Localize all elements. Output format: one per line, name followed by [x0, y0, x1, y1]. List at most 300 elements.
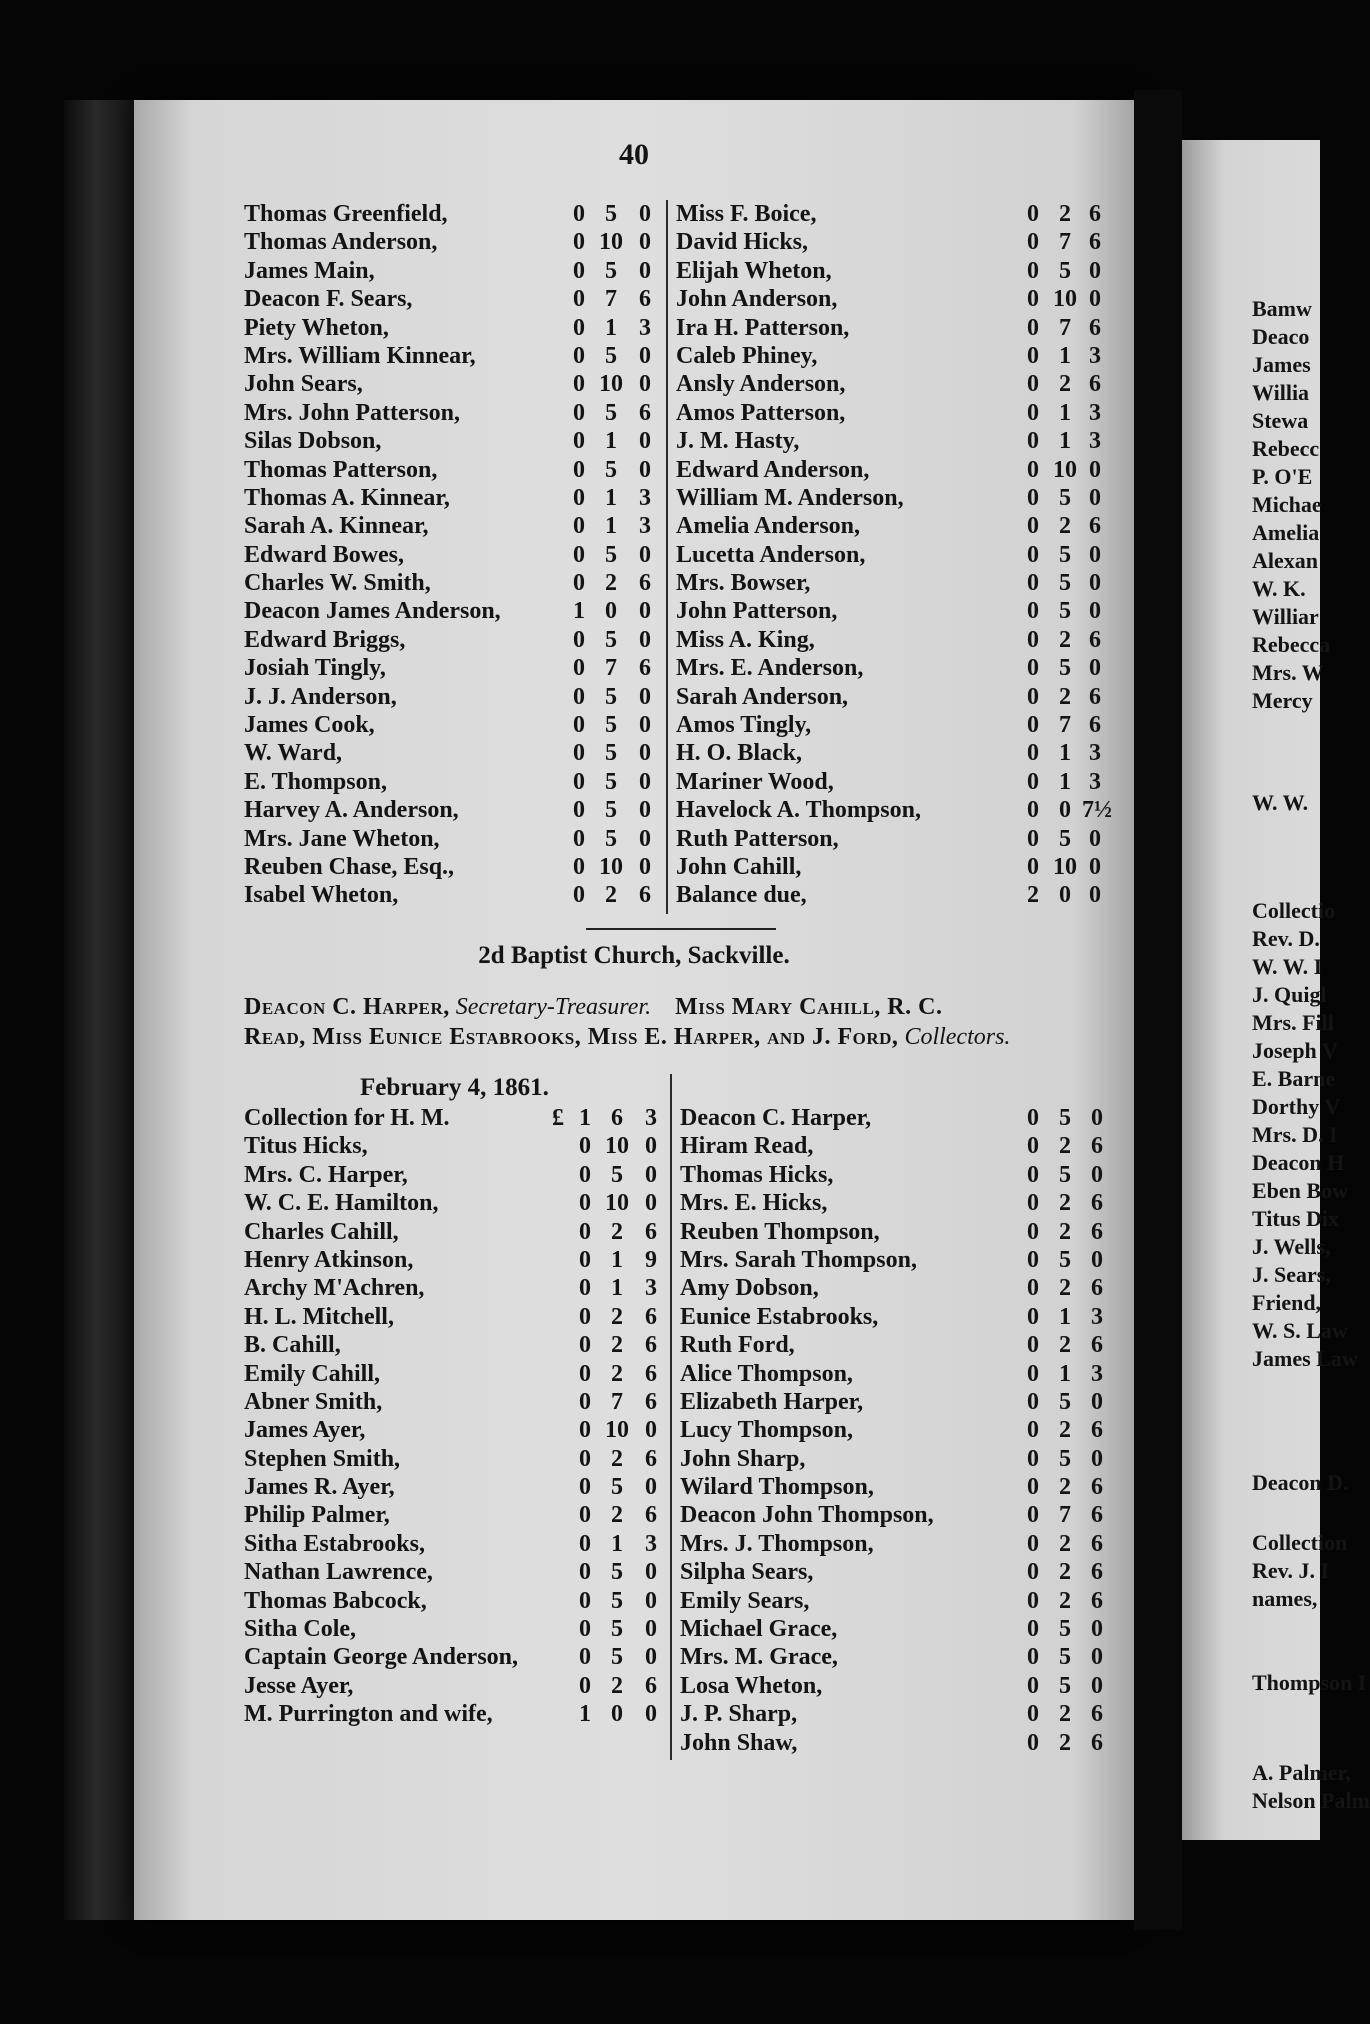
amount-pounds: 0 [1027, 1161, 1039, 1188]
amount-shillings: 5 [605, 740, 617, 767]
amount-shillings: 5 [605, 257, 617, 284]
subscriber-row [244, 597, 664, 625]
amount-pounds: 0 [1027, 1275, 1039, 1302]
subscriber-name: Emily Cahill, [244, 1360, 381, 1387]
subscriber-row [680, 1445, 1103, 1473]
subscriber-row [676, 456, 1101, 484]
amount-pounds: 0 [1027, 1360, 1039, 1387]
subscriber-row [676, 257, 1101, 285]
subscriber-name: Elijah Wheton, [676, 257, 832, 284]
subscriber-name: Mrs. C. Harper, [244, 1161, 408, 1188]
amount-pounds: 0 [1027, 1701, 1039, 1728]
amount-pounds: 0 [579, 1530, 591, 1557]
amount-pounds: 0 [573, 484, 585, 511]
amount-pence: 0 [645, 1474, 657, 1501]
amount-pence: 3 [1089, 768, 1101, 795]
amount-shillings: 2 [1059, 371, 1071, 398]
subscriber-row [676, 512, 1101, 540]
amount-pounds: 0 [1027, 1332, 1039, 1359]
amount-shillings: 1 [1059, 399, 1071, 426]
subscriber-row [676, 342, 1101, 370]
amount-shillings: 1 [611, 1530, 623, 1557]
amount-pence: 6 [1089, 201, 1101, 227]
subscriber-row [680, 1587, 1103, 1615]
collectors-names-2: Read, Miss Eunice Estabrooks, Miss E. Harper, and J. Ford, [244, 1024, 899, 1050]
amount-pounds: 0 [1027, 1559, 1039, 1586]
amount-pounds: 0 [579, 1672, 591, 1699]
subscriber-row [680, 1331, 1103, 1359]
subscriber-name: B. Cahill, [244, 1332, 341, 1359]
facing-page-text: Titus Dix [1252, 1206, 1340, 1231]
amount-pounds: 0 [1027, 825, 1039, 852]
amount-shillings: 2 [1059, 1275, 1071, 1302]
subscriber-row [676, 427, 1101, 455]
amount-pence: 0 [639, 456, 651, 483]
amount-pounds: 0 [573, 371, 585, 398]
facing-page-text: Amelia [1252, 520, 1320, 545]
amount-pounds: 0 [1027, 1474, 1039, 1501]
subscriber-name: Amy Dobson, [680, 1275, 819, 1302]
amount-pence: 6 [1091, 1275, 1103, 1302]
amount-shillings: 5 [1059, 1644, 1071, 1671]
subscriber-name: Emily Sears, [680, 1587, 810, 1614]
subscriber-row [680, 1218, 1103, 1246]
amount-pounds: 0 [579, 1332, 591, 1359]
subscriber-row [244, 1388, 668, 1416]
facing-page-text: Joseph V [1252, 1038, 1338, 1063]
amount-pence: 0 [1091, 1445, 1103, 1472]
amount-pence: 0 [1089, 882, 1101, 909]
amount-pence: 0 [639, 797, 651, 824]
subscriber-row [676, 768, 1101, 796]
amount-pence: 0 [1091, 1644, 1103, 1671]
officers-line-1 [244, 994, 1104, 1021]
amount-pounds: 0 [1027, 1388, 1039, 1415]
subscriber-name: Sitha Estabrooks, [244, 1530, 425, 1557]
subscriber-name: John Shaw, [680, 1729, 798, 1756]
facing-page-text: J. Wells, [1252, 1234, 1331, 1259]
subscriber-name: Michael Grace, [680, 1616, 838, 1643]
amount-pounds: 0 [1027, 1190, 1039, 1217]
amount-shillings: 5 [605, 797, 617, 824]
amount-shillings: 2 [605, 882, 617, 909]
facing-page-text: Eben Bow [1252, 1178, 1348, 1203]
subscriber-name: Alice Thompson, [680, 1360, 853, 1387]
secretary-title: Secretary-Treasurer. [455, 994, 652, 1020]
subscriber-row [680, 1615, 1103, 1643]
facing-page-text: J. Quigl [1252, 982, 1327, 1007]
subscriber-name: Losa Wheton, [680, 1672, 823, 1699]
subscriber-name: John Patterson, [676, 598, 838, 625]
subscriber-row [676, 484, 1101, 512]
amount-shillings: 10 [599, 229, 623, 256]
amount-pounds: 0 [1027, 712, 1039, 739]
amount-pence: 6 [1091, 1559, 1103, 1586]
subscriber-row [676, 314, 1101, 342]
amount-pounds: 0 [579, 1360, 591, 1387]
amount-shillings: 1 [605, 314, 617, 341]
amount-pounds: 2 [1027, 882, 1039, 909]
subscriber-row [680, 1360, 1103, 1388]
facing-page-text: Collectio [1252, 898, 1336, 923]
subscriber-row [680, 1416, 1103, 1444]
facing-page-text: P. O'E [1252, 464, 1313, 489]
amount-shillings: 2 [611, 1218, 623, 1245]
subscriber-name: Eunice Estabrooks, [680, 1303, 879, 1330]
facing-page-text: Rebecca [1252, 632, 1331, 657]
subscriber-name: Reuben Thompson, [680, 1218, 880, 1245]
book-spine [64, 100, 134, 1920]
facing-page [1182, 140, 1370, 1840]
amount-pence: 0 [1089, 484, 1101, 511]
subscriber-name: Wilard Thompson, [680, 1474, 874, 1501]
subscriber-row [244, 512, 664, 540]
subscriber-row [244, 541, 664, 569]
amount-pounds: 0 [573, 286, 585, 313]
amount-pounds: 0 [579, 1474, 591, 1501]
amount-pounds: 0 [573, 428, 585, 455]
subscriber-row [244, 1501, 668, 1529]
amount-pence: 0 [639, 428, 651, 455]
lower-left-column [244, 1104, 668, 1729]
amount-pounds: 0 [573, 683, 585, 710]
amount-pounds: 0 [1027, 229, 1039, 256]
amount-pounds: 0 [1027, 1218, 1039, 1245]
amount-shillings: 5 [605, 683, 617, 710]
amount-shillings: 5 [1059, 257, 1071, 284]
subscriber-name: J. J. Anderson, [244, 683, 397, 710]
amount-pounds: 0 [1027, 257, 1039, 284]
amount-shillings: 1 [1059, 1303, 1071, 1330]
subscriber-name: H. O. Black, [676, 740, 803, 767]
subscriber-name: Lucetta Anderson, [676, 541, 866, 568]
amount-pence: 6 [1091, 1729, 1103, 1756]
amount-shillings: 5 [611, 1644, 623, 1671]
collection-date: February 4, 1861. [360, 1074, 549, 1101]
amount-shillings: 5 [1059, 655, 1071, 682]
amount-pounds: 0 [1027, 1502, 1039, 1529]
amount-pence: 6 [1091, 1530, 1103, 1557]
amount-shillings: 2 [1059, 1133, 1071, 1160]
amount-shillings: 5 [611, 1559, 623, 1586]
subscriber-name: James Main, [244, 257, 375, 284]
amount-pence: 0 [645, 1417, 657, 1444]
amount-pounds: 0 [1027, 1105, 1039, 1131]
amount-pence: 0 [639, 201, 651, 227]
amount-pounds: 0 [573, 541, 585, 568]
amount-shillings: 2 [1059, 201, 1071, 227]
facing-page-text: E. Barne [1252, 1066, 1336, 1091]
amount-pence: 0 [1089, 570, 1101, 597]
facing-page-text: Mrs. D. I [1252, 1122, 1338, 1147]
subscriber-name: Ruth Ford, [680, 1332, 795, 1359]
subscriber-name: Thomas Patterson, [244, 456, 438, 483]
amount-shillings: 2 [1059, 513, 1071, 540]
subscriber-name: Piety Wheton, [244, 314, 389, 341]
subscriber-row [244, 314, 664, 342]
subscriber-name: Mrs. E. Hicks, [680, 1190, 828, 1217]
subscriber-name: Mrs. M. Grace, [680, 1644, 838, 1671]
amount-pence: 3 [1091, 1360, 1103, 1387]
subscriber-row [244, 1473, 668, 1501]
facing-page-text: Rev. J. I [1252, 1558, 1329, 1583]
amount-pence: 6 [1089, 626, 1101, 653]
amount-shillings: 5 [1059, 598, 1071, 625]
subscriber-name: John Anderson, [676, 286, 838, 313]
amount-shillings: 1 [1059, 342, 1071, 369]
amount-shillings: 2 [611, 1332, 623, 1359]
subscriber-row [244, 853, 664, 881]
subscriber-row [244, 370, 664, 398]
amount-pounds: 0 [1027, 1644, 1039, 1671]
subscriber-row [676, 853, 1101, 881]
facing-page-text: W. S. Law [1252, 1318, 1348, 1343]
subscriber-name: Thomas Greenfield, [244, 201, 448, 227]
amount-shillings: 0 [605, 598, 617, 625]
amount-pence: 3 [639, 513, 651, 540]
amount-shillings: 5 [605, 541, 617, 568]
amount-shillings: 10 [599, 371, 623, 398]
amount-shillings: 5 [1059, 1388, 1071, 1415]
amount-pounds: 0 [1027, 342, 1039, 369]
facing-page-text: Rev. D. [1252, 926, 1320, 951]
subscriber-name: W. Ward, [244, 740, 343, 767]
amount-shillings: 1 [605, 484, 617, 511]
amount-pence: 0 [645, 1190, 657, 1217]
subscriber-row [244, 228, 664, 256]
amount-shillings: 5 [1059, 1672, 1071, 1699]
amount-pence: 0 [645, 1701, 657, 1728]
subscriber-name: Silpha Sears, [680, 1559, 814, 1586]
subscriber-name: Charles Cahill, [244, 1218, 399, 1245]
subscriber-name: Thomas Hicks, [680, 1161, 834, 1188]
subscriber-row [680, 1161, 1103, 1189]
subscriber-name: Miss F. Boice, [676, 201, 817, 227]
subscriber-row [244, 1246, 668, 1274]
page-number: 40 [619, 138, 649, 171]
amount-shillings: 5 [1059, 484, 1071, 511]
amount-pence: 0 [639, 257, 651, 284]
amount-shillings: 5 [605, 201, 617, 227]
amount-pence: 0 [1089, 541, 1101, 568]
page-40 [134, 100, 1134, 1920]
amount-pounds: 1 [579, 1105, 591, 1131]
facing-page-text: names, [1252, 1586, 1318, 1611]
amount-shillings: 0 [611, 1701, 623, 1728]
amount-pence: 3 [639, 314, 651, 341]
amount-pounds: 0 [579, 1587, 591, 1614]
amount-pounds: 0 [573, 825, 585, 852]
amount-shillings: 10 [1053, 853, 1077, 880]
subscriber-row [676, 569, 1101, 597]
amount-pence: 0 [1091, 1246, 1103, 1273]
amount-pounds: 0 [1027, 456, 1039, 483]
subscriber-name: J. M. Hasty, [676, 428, 800, 455]
amount-pence: 6 [639, 399, 651, 426]
facing-page-text: Mercy [1252, 688, 1313, 713]
amount-pounds: 0 [1027, 484, 1039, 511]
subscriber-row [244, 285, 664, 313]
subscriber-name: Henry Atkinson, [244, 1246, 414, 1273]
subscriber-row [676, 654, 1101, 682]
amount-pounds: 0 [573, 513, 585, 540]
subscriber-row [680, 1558, 1103, 1586]
subscriber-row [244, 739, 664, 767]
amount-pence: 0 [1091, 1616, 1103, 1643]
subscriber-name: Isabel Wheton, [244, 882, 399, 909]
amount-pence: 3 [645, 1275, 657, 1302]
amount-pounds: 0 [579, 1388, 591, 1415]
facing-page-text: Alexan [1252, 548, 1318, 573]
subscriber-row [680, 1189, 1103, 1217]
amount-pounds: 1 [579, 1701, 591, 1728]
amount-pence: 6 [1089, 371, 1101, 398]
amount-pence: 6 [645, 1388, 657, 1415]
amount-pounds: 0 [1027, 201, 1039, 227]
subscriber-row [244, 569, 664, 597]
amount-pence: 3 [1089, 740, 1101, 767]
amount-shillings: 2 [1059, 1474, 1071, 1501]
amount-pounds: 0 [579, 1502, 591, 1529]
subscriber-row [244, 1445, 668, 1473]
subscriber-name: John Sharp, [680, 1445, 806, 1472]
subscriber-name: Mrs. J. Thompson, [680, 1530, 874, 1557]
amount-pounds: 0 [579, 1303, 591, 1330]
subscriber-name: Archy M'Achren, [244, 1275, 425, 1302]
facing-page-text: Thompson I [1252, 1670, 1367, 1695]
amount-pounds: 0 [1027, 1530, 1039, 1557]
subscriber-name: Havelock A. Thompson, [676, 797, 921, 824]
subscriber-row [680, 1643, 1103, 1671]
subscriber-name: James Cook, [244, 712, 375, 739]
amount-pounds: 0 [1027, 1445, 1039, 1472]
subscriber-name: John Sears, [244, 371, 363, 398]
amount-pence: 3 [1089, 342, 1101, 369]
amount-pence: 0 [639, 768, 651, 795]
amount-pounds: 0 [579, 1246, 591, 1273]
amount-shillings: 2 [1059, 1332, 1071, 1359]
subscriber-row [244, 1587, 668, 1615]
amount-pounds: 0 [579, 1417, 591, 1444]
amount-shillings: 5 [1059, 1616, 1071, 1643]
amount-shillings: 5 [611, 1587, 623, 1614]
amount-pence: 0 [639, 740, 651, 767]
facing-page-text: Mrs. Fill [1252, 1010, 1334, 1035]
amount-pence: 6 [1089, 314, 1101, 341]
amount-pence: 6 [645, 1218, 657, 1245]
amount-shillings: 5 [605, 626, 617, 653]
subscriber-row [244, 881, 664, 909]
amount-shillings: 10 [605, 1133, 629, 1160]
facing-page-text: W. W. [1252, 790, 1309, 815]
facing-page-text: Collection [1252, 1530, 1348, 1555]
amount-pence: 0 [639, 712, 651, 739]
amount-pence: 3 [1091, 1303, 1103, 1330]
subscriber-row [244, 796, 664, 824]
amount-pence: 0 [1089, 853, 1101, 880]
amount-pounds: 0 [1027, 1417, 1039, 1444]
amount-shillings: 2 [611, 1672, 623, 1699]
amount-shillings: 1 [1059, 428, 1071, 455]
facing-page-text: Williar [1252, 604, 1319, 629]
amount-shillings: 5 [605, 456, 617, 483]
amount-shillings: 2 [1059, 1530, 1071, 1557]
amount-pence: 6 [1091, 1474, 1103, 1501]
amount-shillings: 2 [1059, 1559, 1071, 1586]
amount-pence: 0 [645, 1644, 657, 1671]
facing-page-text: James [1252, 352, 1311, 377]
amount-pounds: 0 [1027, 541, 1039, 568]
facing-page-text: Bamw [1252, 296, 1312, 321]
amount-shillings: 10 [1053, 286, 1077, 313]
subscriber-name: Philip Palmer, [244, 1502, 390, 1529]
lower-right-column [680, 1104, 1103, 1757]
facing-page-text: Deaco [1252, 324, 1310, 349]
amount-shillings: 7 [1059, 229, 1071, 256]
amount-pence: 3 [639, 484, 651, 511]
pound-sign: £ [552, 1105, 564, 1131]
amount-shillings: 5 [605, 342, 617, 369]
amount-shillings: 5 [1059, 1105, 1071, 1131]
amount-pounds: 0 [573, 768, 585, 795]
subscriber-row [680, 1700, 1103, 1728]
subscriber-row [676, 796, 1112, 824]
subscriber-name: Mrs. E. Anderson, [676, 655, 864, 682]
amount-pounds: 1 [573, 598, 585, 625]
subscriber-row [244, 399, 664, 427]
collectors-title: Collectors. [904, 1024, 1011, 1050]
amount-pence: 6 [1089, 683, 1101, 710]
facing-page-text: Stewa [1252, 408, 1309, 433]
amount-shillings: 2 [611, 1502, 623, 1529]
subscriber-name: Abner Smith, [244, 1388, 383, 1415]
amount-pence: 6 [645, 1672, 657, 1699]
subscriber-name: Amelia Anderson, [676, 513, 861, 540]
subscriber-row [244, 1672, 668, 1700]
amount-pence: 0 [639, 229, 651, 256]
subscriber-row [680, 1388, 1103, 1416]
amount-shillings: 5 [1059, 541, 1071, 568]
subscriber-row [244, 342, 664, 370]
amount-pence: 0 [1089, 456, 1101, 483]
subscriber-row [244, 1700, 668, 1728]
amount-pence: 6 [1089, 513, 1101, 540]
amount-pounds: 0 [573, 342, 585, 369]
subscriber-row [676, 597, 1101, 625]
amount-pounds: 0 [573, 456, 585, 483]
subscriber-name: John Cahill, [676, 853, 802, 880]
subscriber-name: W. C. E. Hamilton, [244, 1190, 439, 1217]
subscriber-name: Stephen Smith, [244, 1445, 401, 1472]
amount-shillings: 7 [1059, 712, 1071, 739]
amount-shillings: 6 [611, 1105, 623, 1131]
upper-right-column [676, 200, 1112, 910]
amount-pence: 6 [645, 1445, 657, 1472]
amount-shillings: 2 [611, 1303, 623, 1330]
amount-pence: 6 [1089, 712, 1101, 739]
amount-pence: 0 [639, 342, 651, 369]
facing-page-text: Willia [1252, 380, 1310, 405]
amount-pence: 0 [645, 1587, 657, 1614]
subscriber-row [680, 1104, 1103, 1132]
amount-pence: 6 [639, 570, 651, 597]
subscriber-name: E. Thompson, [244, 768, 387, 795]
subscriber-name: Edward Bowes, [244, 541, 405, 568]
amount-shillings: 5 [611, 1474, 623, 1501]
amount-pence: 0 [1089, 655, 1101, 682]
amount-pence: 6 [639, 286, 651, 313]
subscriber-row [680, 1530, 1103, 1558]
